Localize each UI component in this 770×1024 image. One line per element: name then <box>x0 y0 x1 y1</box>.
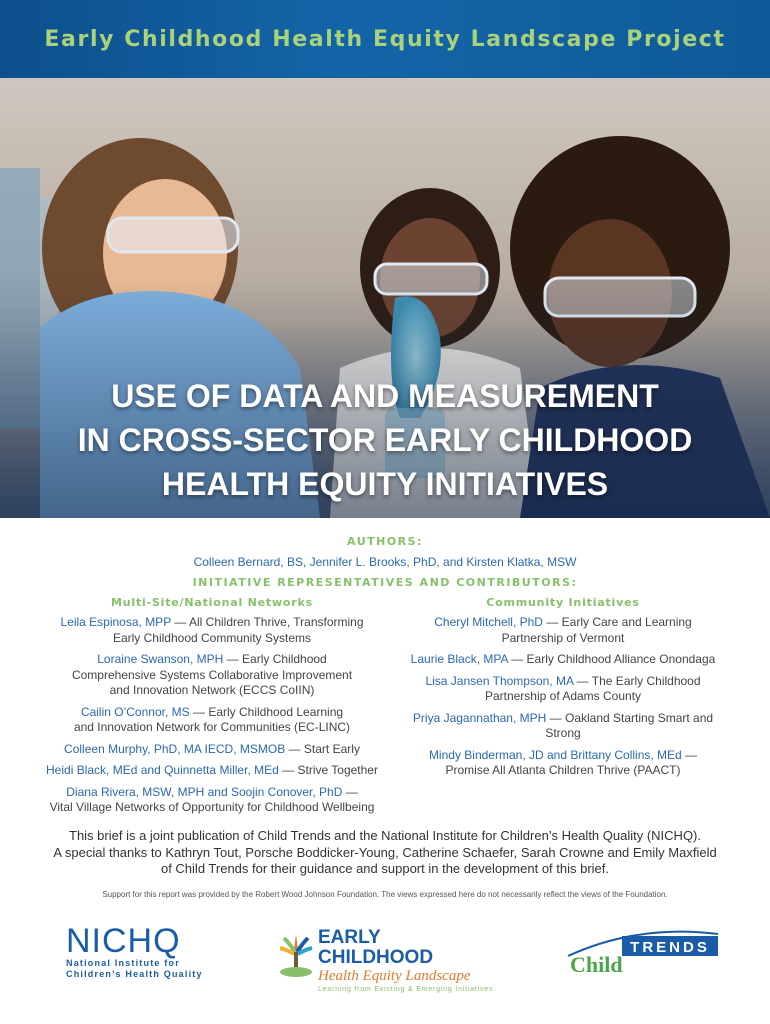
funding-note: Support for this report was provided by the Robert Wood Johnson Foundation. The views expressed here do not necessarily reflect the views of the Foundation. <box>102 890 668 899</box>
contributor-entry: Laurie Black, MPA — Early Childhood Alliance Onondaga <box>410 652 716 666</box>
contributor-org: All Children Thrive, Transforming <box>189 615 364 629</box>
contributor-org: Vital Village Networks of Opportunity for Childhood Wellbeing <box>49 800 375 814</box>
contributor-org: Oakland Starting Smart and Strong <box>545 710 714 740</box>
community-heading: Community Initiatives <box>486 596 640 609</box>
contributor-org: The Early Childhood <box>591 673 701 688</box>
contributor-name: Priya Jagannathan, MPH <box>412 710 547 725</box>
multi-site-column <box>44 596 380 822</box>
authors-heading: AUTHORS: <box>347 535 423 548</box>
contributor-entry: Cailin O’Connor, MS — Early Childhood Learning and Innovation Network for Communities (EC-LINC) <box>73 704 351 734</box>
joint-publication-note: This brief is a joint publication of Child Trends and the National Institute for Children’s Health Quality (NICHQ). A special thanks to Kathryn Tout, Porsche Boddicker-Young, Catherine Schaefer, Sarah Crowne and Emily Maxfield of Child Trends for their guidance and support in the development of this brief. <box>53 828 717 876</box>
contributor-entry: Priya Jagannathan, MPH — Oakland Starting Smart and Strong <box>412 710 714 740</box>
contributor-entry: Leila Espinosa, MPP — All Children Thrive, Transforming Early Childhood Community Systems <box>60 615 364 645</box>
contributor-name: Mindy Binderman, JD and Brittany Collins, MEd <box>428 747 682 762</box>
child-trends-word-child: Child <box>570 952 623 977</box>
multi-site-heading: Multi-Site/National Networks <box>111 596 313 609</box>
nichq-logo: NICHQ National Institute for Children’s Health Quality <box>66 924 206 984</box>
contributors-heading: INITIATIVE REPRESENTATIVES AND CONTRIBUTORS: <box>192 576 578 589</box>
hero-photo <box>0 78 770 518</box>
contributor-entry: Cheryl Mitchell, PhD — Early Care and Learning Partnership of Vermont <box>434 615 692 645</box>
contributor-org: Early Care and Learning <box>561 615 692 629</box>
report-title-line-1: USE OF DATA AND MEASUREMENT <box>111 378 659 414</box>
child-trends-word-trends: TRENDS <box>630 939 710 956</box>
early-childhood-logo: EARLY CHILDHOOD Health Equity Landscape Learning from Existing & Emerging Initiatives <box>276 928 496 980</box>
contributor-name: Loraine Swanson, MPH <box>97 652 224 666</box>
contributor-name: Laurie Black, MPA <box>410 652 508 666</box>
contributor-org: Strive Together <box>297 763 378 777</box>
child-trends-logo <box>558 926 728 978</box>
top-banner <box>0 0 770 78</box>
contributor-name: Cheryl Mitchell, PhD <box>434 615 543 629</box>
tree-icon <box>276 928 316 980</box>
contributor-entry: Heidi Black, MEd and Quinnetta Miller, MEd — Strive Together <box>46 763 378 777</box>
authors-names: Colleen Bernard, BS, Jennifer L. Brooks, PhD, and Kirsten Klatka, MSW <box>193 555 577 569</box>
contributor-name: Lisa Jansen Thompson, MA <box>425 673 574 688</box>
contributor-name: Diana Rivera, MSW, MPH and Soojin Conover, PhD <box>66 784 343 799</box>
contributor-org: Early Childhood Learning <box>208 704 344 719</box>
contributor-name: Heidi Black, MEd and Quinnetta Miller, MEd <box>46 763 279 777</box>
contributor-org: Early Childhood <box>242 652 327 666</box>
contributor-org: Start Early <box>303 741 360 756</box>
community-column <box>396 596 730 785</box>
contributor-entry: Colleen Murphy, PhD, MA IECD, MSMOB — Start Early <box>64 741 360 756</box>
child-trends-mark <box>558 926 728 978</box>
contributor-name: Colleen Murphy, PhD, MA IECD, MSMOB <box>64 741 286 756</box>
report-title-line-3: HEALTH EQUITY INITIATIVES <box>161 466 609 502</box>
contributor-name: Cailin O’Connor, MS <box>80 704 190 719</box>
contributor-org: Promise All Atlanta Children Thrive (PAACT) <box>445 763 681 777</box>
contributor-entry: Loraine Swanson, MPH — Early Childhood Comprehensive Systems Collaborative Improvement and Innovation Network (ECCS CoIIN) <box>71 652 353 697</box>
report-title <box>0 374 770 506</box>
contributor-entry: Diana Rivera, MSW, MPH and Soojin Conover, PhD — Vital Village Networks of Opportunity for Childhood Wellbeing <box>14 785 410 816</box>
contributor-entry: Mindy Binderman, JD and Brittany Collins, MEd — Promise All Atlanta Children Thrive (PAACT) <box>396 748 730 779</box>
project-title: Early Childhood Health Equity Landscape Project <box>44 26 726 52</box>
report-title-line-2: IN CROSS-SECTOR EARLY CHILDHOOD <box>77 422 693 458</box>
contributor-name: Leila Espinosa, MPP <box>60 615 171 629</box>
contributor-entry: Lisa Jansen Thompson, MA — The Early Childhood Partnership of Adams County <box>425 673 701 703</box>
contributor-org: Early Childhood Alliance Onondaga <box>526 652 716 666</box>
nichq-wordmark: NICHQ <box>66 922 181 960</box>
